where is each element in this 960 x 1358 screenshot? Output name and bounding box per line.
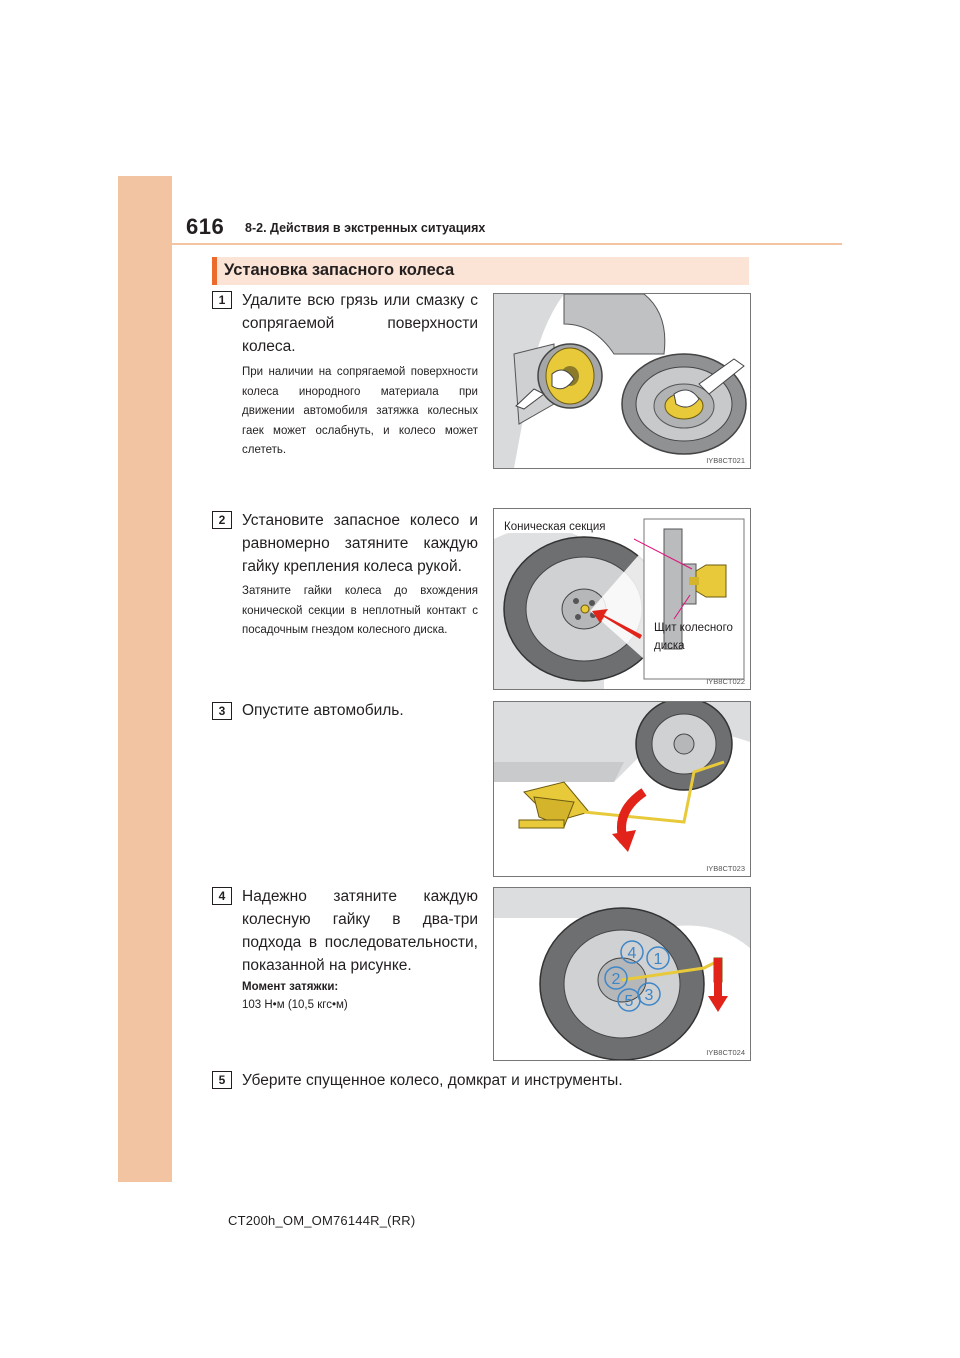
sequence-2: 2 — [611, 971, 621, 988]
section-title: Установка запасного колеса — [224, 261, 455, 279]
step-2-number: 2 — [212, 511, 232, 529]
header-rule — [172, 243, 842, 245]
step-2-text: Установите запасное колесо и равномерно затяните каждую гайку крепления колеса рукой. — [242, 512, 478, 575]
sequence-1: 1 — [653, 951, 663, 968]
step-3-number: 3 — [212, 702, 232, 720]
figure-clean-surface — [493, 293, 751, 469]
step-5-number: 5 — [212, 1071, 232, 1089]
step-2-note: Затяните гайки колеса до вхождения конической секции в неплотный контакт с посадочным гнездом колесного диска. — [242, 585, 478, 636]
step-5-text: Уберите спущенное колесо, домкрат и инструменты. — [242, 1072, 623, 1089]
step-4-text: Надежно затяните каждую колесную гайку в два-три подхода в последовательности, показанной на рисунке. — [242, 888, 478, 974]
figure-1-code: IYB8CT021 — [706, 456, 745, 465]
page-number: 616 — [186, 214, 225, 239]
step-1-note: При наличии на сопрягаемой поверхности колеса инородного материала при движении автомобиля затяжка колесных гаек может ослабнуть, и колесо может слететь. — [242, 366, 478, 456]
step-1-number: 1 — [212, 291, 232, 309]
side-color-band — [118, 176, 172, 1182]
step-3-text: Опустите автомобиль. — [242, 702, 404, 719]
figure-install-spare — [493, 508, 751, 690]
torque-value: 103 Н•м (10,5 кгс•м) — [242, 999, 348, 1011]
sequence-4: 4 — [627, 945, 637, 962]
torque-label: Момент затяжки: — [242, 981, 339, 993]
callout-wheel-disc: Щит колесного диска — [654, 622, 733, 652]
chapter-title: 8-2. Действия в экстренных ситуациях — [245, 221, 486, 235]
sequence-5: 5 — [624, 993, 634, 1010]
footer-code: CT200h_OM_OM76144R_(RR) — [228, 1213, 416, 1228]
figure-2-code: IYB8CT022 — [706, 677, 745, 686]
figure-4-code: IYB8CT024 — [706, 1048, 745, 1057]
sequence-3: 3 — [644, 987, 654, 1004]
figure-tighten-sequence — [493, 887, 751, 1061]
figure-3-code: IYB8CT023 — [706, 864, 745, 873]
callout-conical-section: Коническая секция — [504, 521, 606, 533]
section-accent — [212, 257, 217, 285]
step-4-number: 4 — [212, 887, 232, 905]
step-1-text: Удалите всю грязь или смазку с сопрягаемой поверхности колеса. — [242, 292, 478, 355]
figure-lower-vehicle — [493, 701, 751, 877]
